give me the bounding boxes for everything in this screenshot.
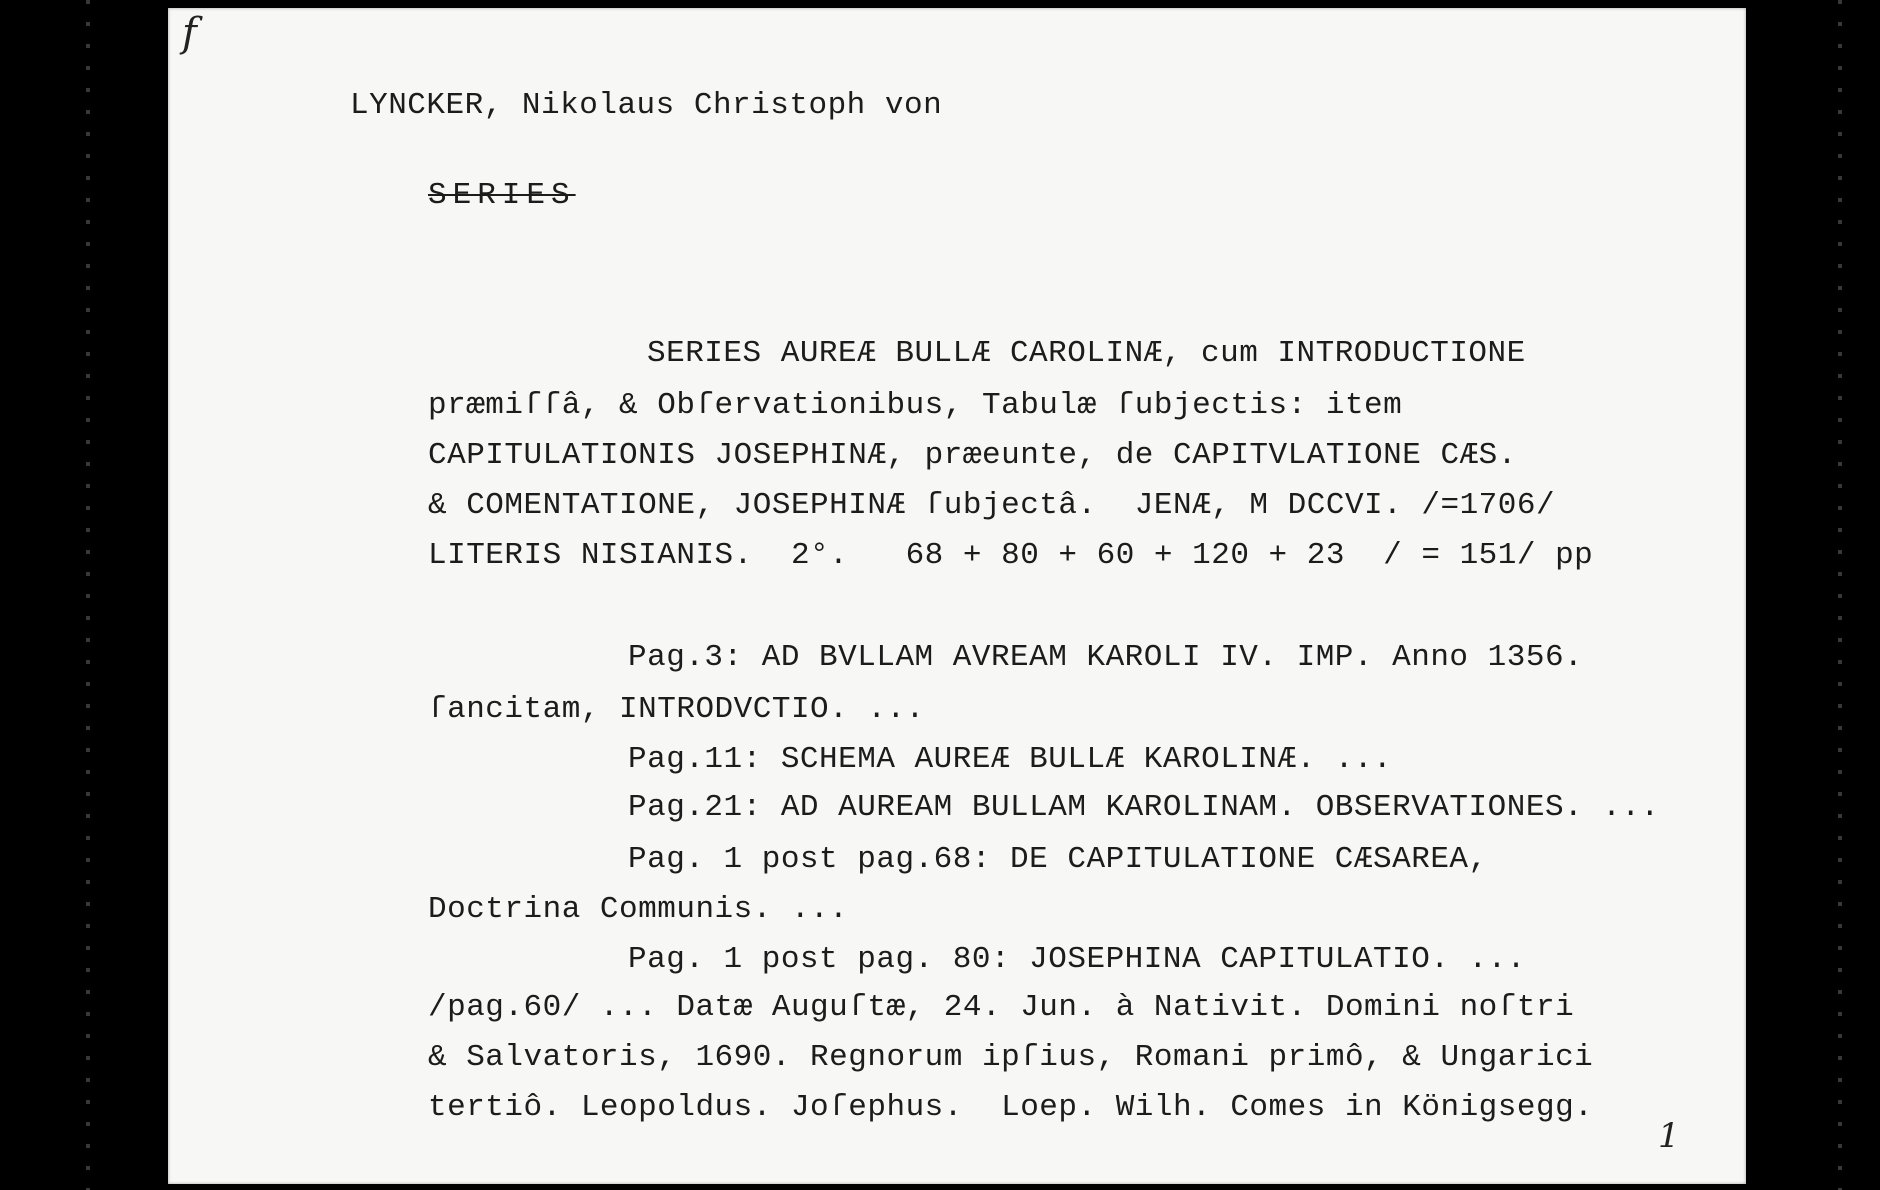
film-edge-left [86, 0, 90, 1190]
text-line: Pag.3: AD BVLLAM AVREAM KAROLI IV. IMP. Anno 1356. [628, 640, 1584, 675]
text-line: tertiô. Leopoldus. Joſephus. Loep. Wilh. Comes in Königsegg. [428, 1090, 1594, 1125]
text-line: /pag.60/ ... Datæ Auguſtæ, 24. Jun. à Nativit. Domini noſtri [428, 990, 1575, 1025]
film-edge-right [1838, 0, 1842, 1190]
text-line: & Salvatoris, 1690. Regnorum ipſius, Romani primô, & Ungarici [428, 1040, 1594, 1075]
page-mark: 1 [1658, 1116, 1680, 1156]
text-line: SERIES AUREÆ BULLÆ CAROLINÆ, cum INTRODUCTIONE [647, 336, 1526, 371]
corner-mark: f [182, 10, 197, 56]
text-line: Pag.21: AD AUREAM BULLAM KAROLINAM. OBSERVATIONES. ... [628, 790, 1660, 825]
card-heading: LYNCKER, Nikolaus Christoph von [350, 88, 943, 123]
text-line: & COMENTATIONE, JOSEPHINÆ ſubjectâ. JENÆ, M DCCVI. /=1706/ [428, 488, 1556, 523]
struck-word: SERIES [428, 178, 576, 213]
text-line: Pag. 1 post pag. 80: JOSEPHINA CAPITULATIO. ... [628, 942, 1526, 977]
text-line: præmiſſâ, & Obſervationibus, Tabulæ ſubjectis: item [428, 388, 1403, 423]
catalog-card [168, 8, 1746, 1184]
text-line: LITERIS NISIANIS. 2°. 68 + 80 + 60 + 120 + 23 / = 151/ pp [428, 538, 1594, 573]
text-line: Pag.11: SCHEMA AUREÆ BULLÆ KAROLINÆ. ... [628, 742, 1393, 777]
text-line: Pag. 1 post pag.68: DE CAPITULATIONE CÆSAREA, [628, 842, 1488, 877]
text-line: CAPITULATIONIS JOSEPHINÆ, præeunte, de CAPITVLATIONE CÆS. [428, 438, 1517, 473]
text-line: Doctrina Communis. ... [428, 892, 849, 927]
text-line: ſancitam, INTRODVCTIO. ... [428, 692, 925, 727]
